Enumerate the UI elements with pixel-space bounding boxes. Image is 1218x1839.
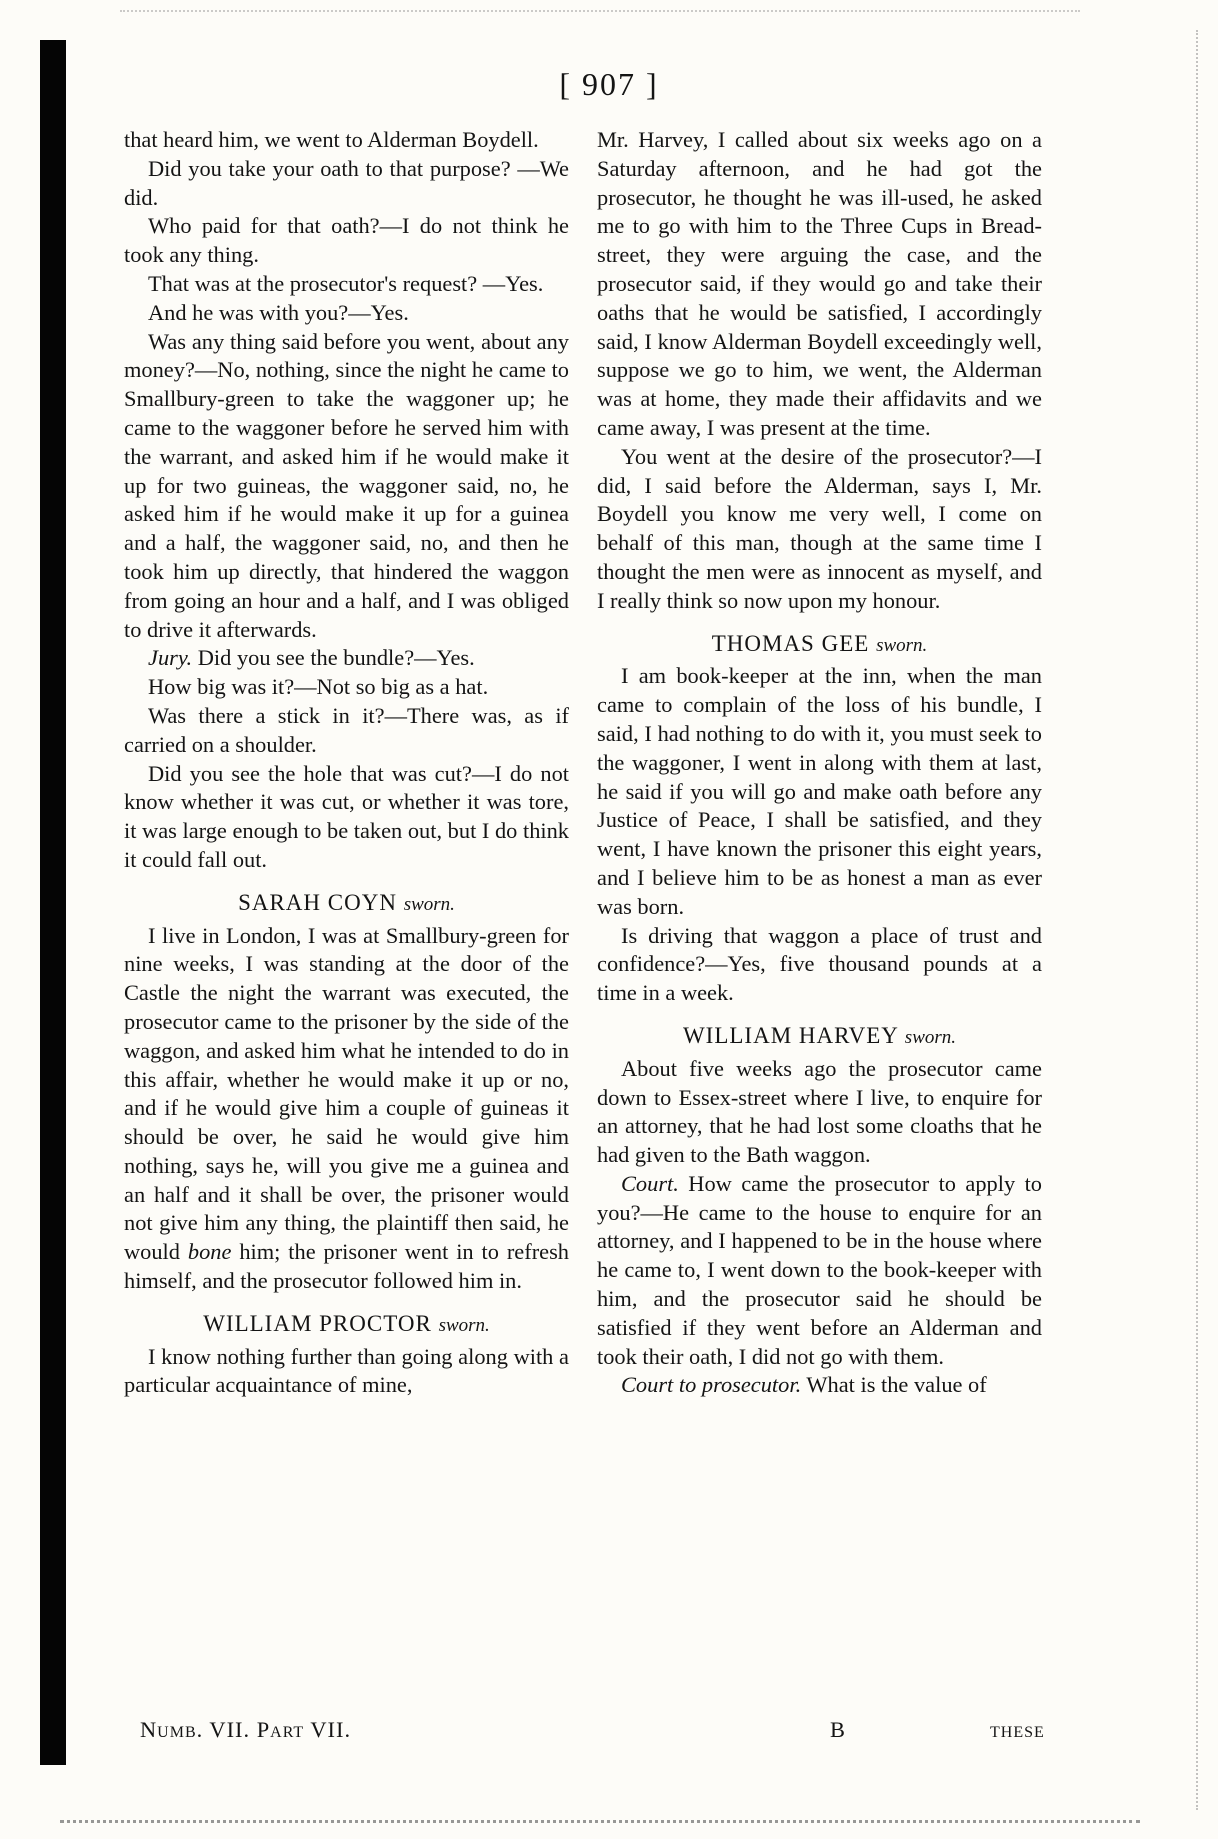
paragraph: Mr. Harvey, I called about six weeks ago on a Saturday afternoon, and he had got the prosecutor, he thought he was ill-used, he asked me to go with him to the Three Cups in Bread-street, they were arguing the case, and the prosecutor said, if they would go and take their oaths that he would be satisfied, I accordingly said, I know Alderman Boydell exceedingly well, suppose we go to him, we went, the Alderman was at home, they made their affidavits and we came away, I was present at the time. (597, 127, 1042, 440)
paragraph: And he was with you?—Yes. (148, 299, 409, 325)
paragraph: Who paid for that oath?—I do not think he took any thing. (124, 213, 569, 268)
witness-name: SARAH COYN (238, 889, 397, 915)
right-column (597, 126, 1042, 1400)
scan-noise-top (120, 10, 1080, 16)
speaker-label: Jury. (148, 645, 193, 671)
italic-word: bone (187, 1239, 232, 1265)
paragraph: You went at the desire of the prosecutor?—I did, I said before the Alderman, says I, Mr. Boydell you know me very well, I come on behalf of this man, though at the same time I thought the men were as innocent as myself, and I really think so now upon my honour. (597, 443, 1042, 613)
speaker-label: Court to prosecutor. (621, 1372, 802, 1398)
paragraph (597, 1170, 1042, 1372)
sworn-label: sworn. (403, 893, 455, 915)
part-number: Numb. VII. Part VII. (140, 1717, 352, 1742)
sworn-label: sworn. (876, 634, 928, 656)
binding-edge (40, 40, 66, 1765)
paragraph: I know nothing further than going along with a particular acquaintance of mine, (124, 1343, 569, 1398)
paragraph (124, 922, 569, 1296)
witness-heading (124, 889, 569, 920)
paragraph-text: How came the prosecutor to apply to you?—He came to the house to enquire for an attorney, and I happened to be in the house where he came to, I went down to the book-keeper with him, and the prosecutor said he should be satisfied if they went before an Alderman and took their oath, I did not go with them. (597, 1170, 1042, 1369)
paragraph: Is driving that waggon a place of trust and confidence?—Yes, five thousand pounds at a time in a week. (597, 922, 1042, 1006)
sworn-label: sworn. (438, 1314, 490, 1336)
speaker-label: Court. (621, 1170, 679, 1196)
paragraph-text: him; the prisoner went in to refresh himself, and the prosecutor followed him in. (124, 1239, 569, 1294)
paragraph: About five weeks ago the prosecutor came down to Essex-street where I live, to enquire for an attorney, that he had lost some cloaths that he had given to the Bath waggon. (597, 1055, 1042, 1168)
paragraph: Did you see the hole that was cut?—I do not know whether it was cut, or whether it was tore, it was large enough to be taken out, but I do think it could fall out. (124, 760, 569, 872)
paragraph-text: I live in London, I was at Smallbury-green for nine weeks, I was standing at the door of the Castle the night the warrant was executed, the prosecutor came to the prisoner by the side of the waggon, and asked him what he intended to do in this affair, whether he would make it up or no, and if he would give him a couple of guineas it should be over, he said he would give him nothing, says he, will you give me a guinea and an half and it shall be over, the prisoner would not give him any thing, the plaintiff then said, he would (124, 922, 569, 1265)
page-number: [ 907 ] (559, 66, 659, 102)
witness-heading (124, 1310, 569, 1341)
witness-name: THOMAS GEE (711, 630, 870, 656)
witness-heading (597, 630, 1042, 661)
left-column (124, 126, 569, 1400)
paragraph: That was at the prosecutor's request? —Yes. (148, 270, 544, 296)
signature-mark: B (830, 1717, 846, 1742)
sworn-label: sworn. (904, 1026, 957, 1048)
paragraph-text: Did you see the bundle?—Yes. (197, 645, 475, 671)
paragraph (124, 644, 569, 673)
witness-heading (597, 1022, 1042, 1053)
paragraph (597, 1371, 1042, 1400)
paragraph: that heard him, we went to Alderman Boydell. (124, 127, 539, 152)
paragraph: Was there a stick in it?—There was, as if carried on a shoulder. (124, 702, 569, 757)
paragraph: How big was it?—Not so big as a hat. (148, 674, 489, 700)
paragraph: Did you take your oath to that purpose? —We did. (124, 155, 569, 210)
paragraph: Was any thing said before you went, about any money?—No, nothing, since the night he came to Smallbury-green to take the waggoner up; he came to the waggoner before he served him with the warrant, and asked him if he would make it up for two guineas, the waggoner said, no, he asked him if he would make it up for a guinea and a half, the waggoner said, no, and then he took him up directly, that hindered the waggon from going an hour and a half, and I was obliged to drive it afterwards. (124, 328, 569, 642)
scan-noise-right (1166, 30, 1198, 1810)
catchword: these (990, 1717, 1045, 1742)
paragraph-text: What is the value of (806, 1372, 987, 1398)
scan-noise-bottom (60, 1820, 1140, 1827)
paragraph: I am book-keeper at the inn, when the man came to complain of the loss of his bundle, I said, I had nothing to do with it, you must seek to the waggoner, I went in along with them at last, he said if you will go and make oath before any Justice of Peace, I shall be satisfied, and they went, I have known the prisoner this eight years, and I believe him to be as honest a man as ever was born. (597, 663, 1042, 919)
witness-name: WILLIAM HARVEY (682, 1022, 899, 1048)
witness-name: WILLIAM PROCTOR (203, 1310, 432, 1336)
